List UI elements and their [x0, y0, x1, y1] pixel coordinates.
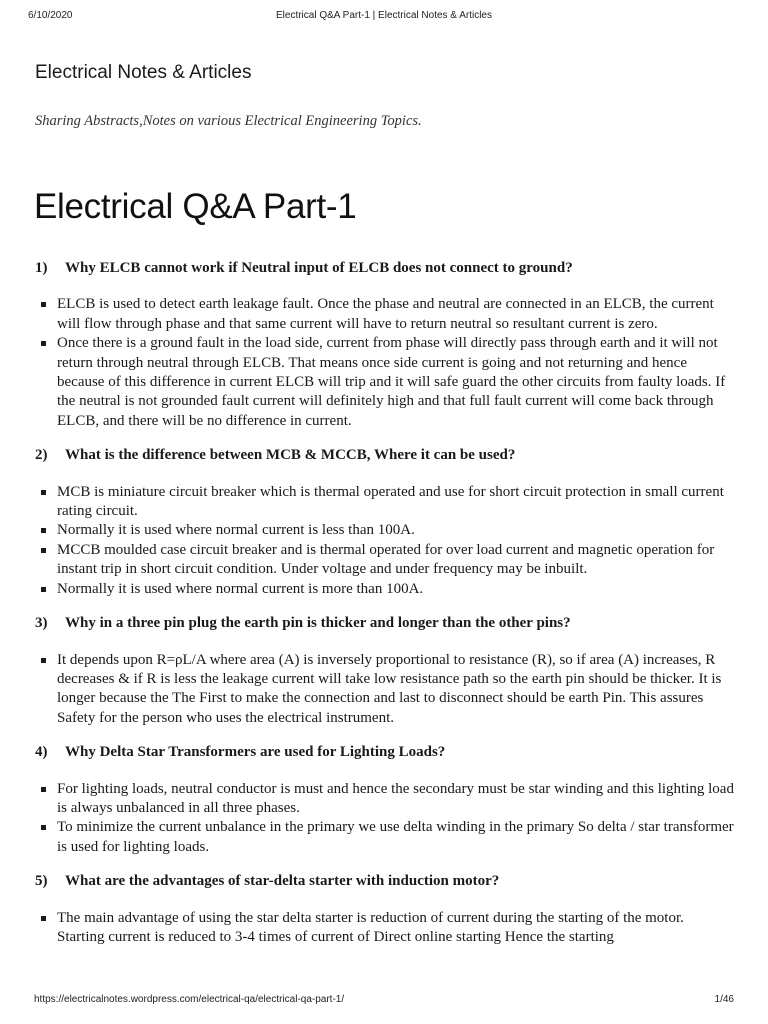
answer-list [35, 651, 735, 729]
question-heading [35, 446, 735, 465]
question-heading [35, 872, 735, 891]
question-text: What is the difference between MCB & MCCB, Where it can be used? [65, 447, 516, 464]
answer-item: MCCB moulded case circuit breaker and is thermal operated for over load current and magnetic operation for instant trip in short circuit condition. Under voltage and under frequency may be inbuilt. [35, 541, 735, 580]
answer-item: The main advantage of using the star delta starter is reduction of current during the starting of the motor. Starting current is reduced to 3-4 times of current of Direct online starting Hence the starting [35, 909, 735, 948]
answer-item: ELCB is used to detect earth leakage fault. Once the phase and neutral are connected in an ELCB, the current will flow through phase and that same current will have to return neutral so resultant current is zero. [35, 295, 735, 334]
question-number: 1) [35, 260, 48, 276]
answer-item: Normally it is used where normal current is more than 100A. [35, 580, 735, 599]
question-heading [35, 259, 735, 278]
answer-list [35, 909, 735, 948]
site-tagline: Sharing Abstracts,Notes on various Electrical Engineering Topics. [35, 113, 422, 129]
answer-list [35, 483, 735, 599]
page-number: 1/46 [714, 994, 734, 1005]
question-text: Why ELCB cannot work if Neutral input of ELCB does not connect to ground? [65, 260, 573, 276]
question-number: 2) [35, 447, 48, 464]
answer-item: To minimize the current unbalance in the primary we use delta winding in the primary So delta / star transformer is used for lighting loads. [35, 818, 735, 857]
question-text: Why in a three pin plug the earth pin is thicker and longer than the other pins? [65, 615, 571, 632]
site-title[interactable]: Electrical Notes & Articles [35, 62, 252, 83]
print-page-title: Electrical Q&A Part-1 | Electrical Notes & Articles [275, 10, 492, 21]
question-text: What are the advantages of star-delta starter with induction motor? [65, 873, 500, 890]
answer-list [35, 295, 735, 431]
answer-item: It depends upon R=ρL/A where area (A) is inversely proportional to resistance (R), so if area (A) increases, R decreases & if R is less the leakage current will take low resistance path so the earth pin should be thicker. It is longer because the The First to make the connection and last to disconnect should be earth Pin. This assures Safety for the person who uses the electrical instrument. [35, 651, 735, 729]
question-number: 5) [35, 873, 48, 890]
question-number: 3) [35, 615, 48, 632]
post-content [35, 259, 735, 962]
question-number: 4) [35, 744, 48, 761]
question-heading [35, 743, 735, 762]
answer-list [35, 780, 735, 858]
answer-item: For lighting loads, neutral conductor is must and hence the secondary must be star winding and this lighting load is always unbalanced in all three phases. [35, 780, 735, 819]
answer-item: Once there is a ground fault in the load side, current from phase will directly pass through earth and it will not return through neutral through ELCB. That means once side current is going and not returning and hence because of this difference in current ELCB will trip and it will safe guard the other circuits from faulty loads. If the neutral is not grounded fault current will definitely high and that full fault current will come back through ELCB, and there will be no difference in current. [35, 334, 735, 431]
question-heading [35, 614, 735, 633]
page-url[interactable]: https://electricalnotes.wordpress.com/electrical-qa/electrical-qa-part-1/ [34, 994, 345, 1005]
print-date: 6/10/2020 [28, 10, 73, 21]
print-header [28, 10, 740, 26]
answer-item: MCB is miniature circuit breaker which is thermal operated and use for short circuit protection in small current rating circuit. [35, 483, 735, 522]
answer-item: Normally it is used where normal current is less than 100A. [35, 521, 735, 540]
print-footer [34, 994, 734, 1008]
post-title: Electrical Q&A Part-1 [34, 187, 357, 226]
question-text: Why Delta Star Transformers are used for Lighting Loads? [65, 744, 446, 761]
